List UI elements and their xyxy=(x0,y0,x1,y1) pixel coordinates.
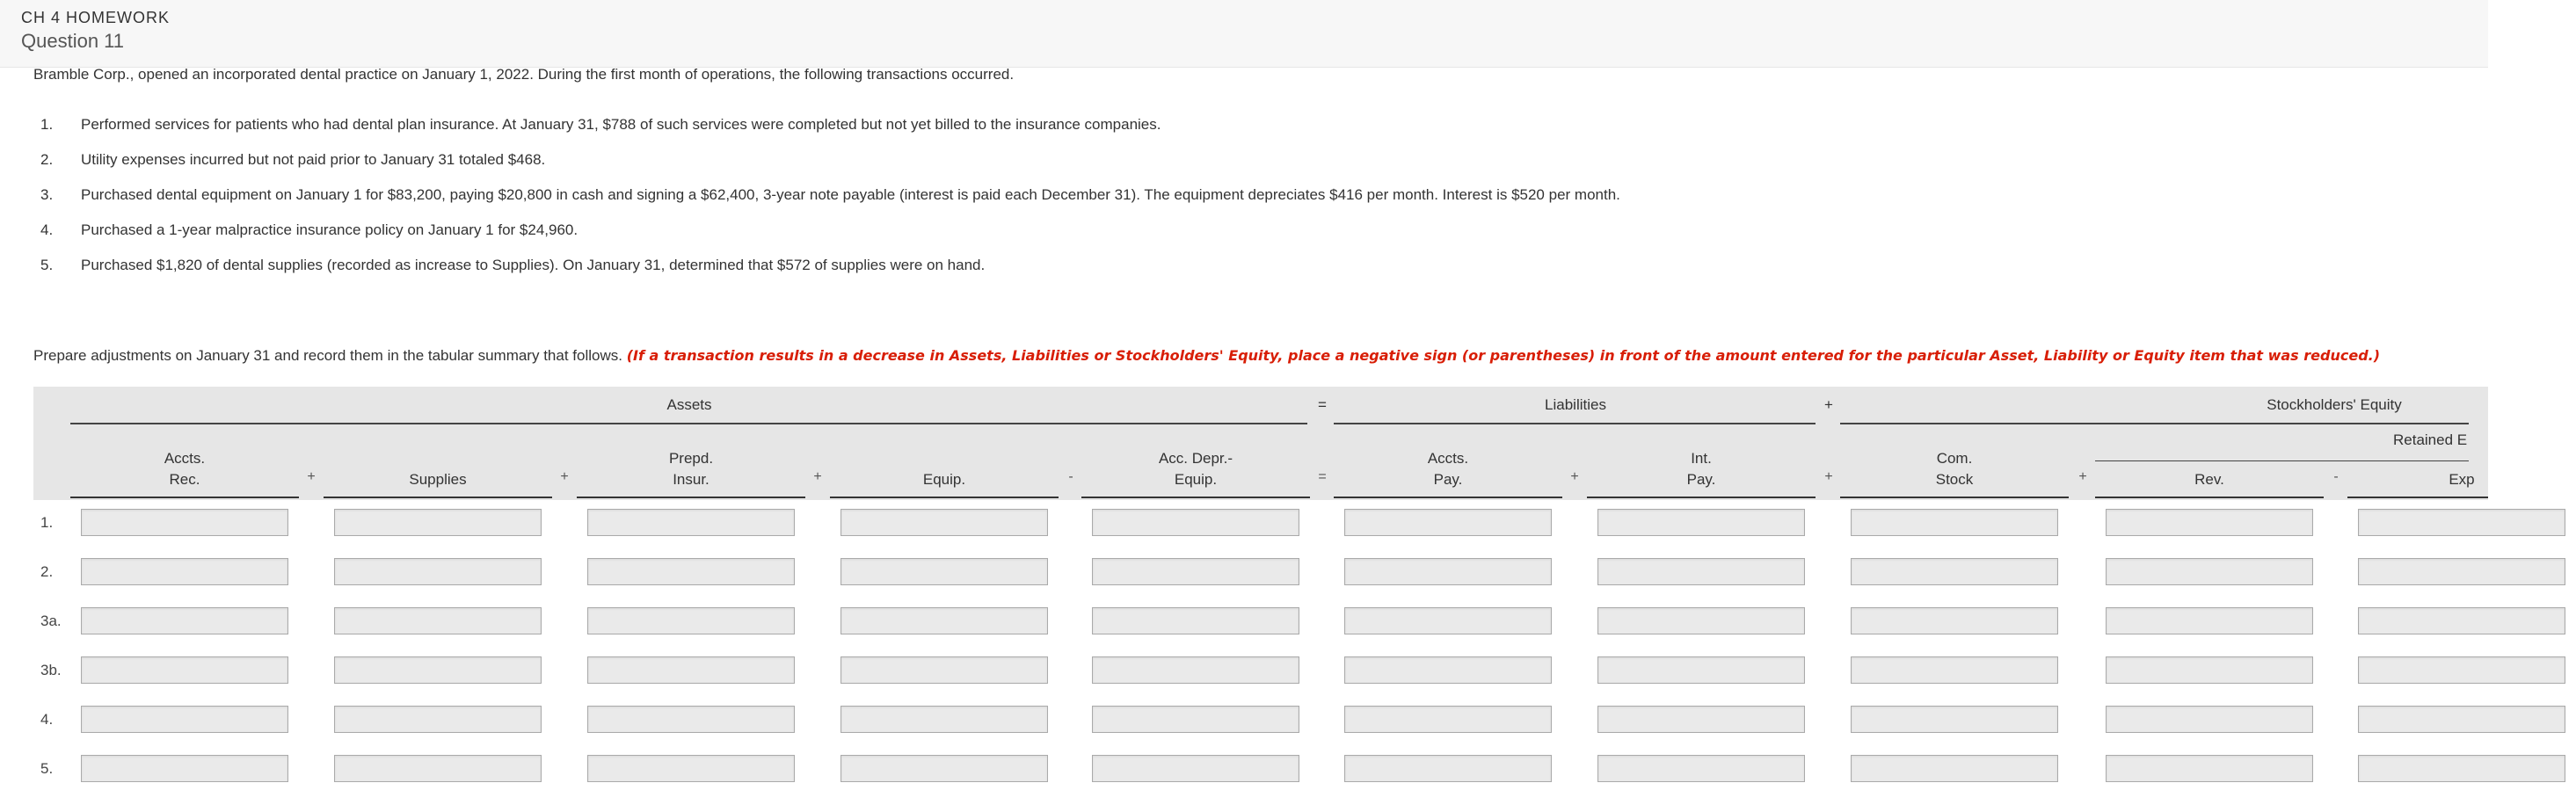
input-row3a-prepd-insur[interactable] xyxy=(587,607,795,634)
col-prepaid-insurance: Prepd. Insur. xyxy=(668,450,714,488)
question-header xyxy=(0,0,2488,68)
input-row2-acc-depr[interactable] xyxy=(1092,558,1299,585)
input-row5-com-stock[interactable] xyxy=(1851,755,2058,782)
row-label: 3b. xyxy=(40,662,62,678)
input-row2-accts-rec[interactable] xyxy=(81,558,288,585)
row-label: 3a. xyxy=(40,613,62,629)
column-underline xyxy=(70,497,299,498)
input-row5-equip[interactable] xyxy=(840,755,1048,782)
operator-plus: + xyxy=(2078,469,2087,484)
input-row3b-exp[interactable] xyxy=(2358,656,2565,684)
stockholders-equity-group-label: Stockholders' Equity xyxy=(2267,396,2402,413)
transaction-number: 5. xyxy=(40,257,54,273)
input-row1-exp[interactable] xyxy=(2358,509,2565,536)
liabilities-group-underline xyxy=(1334,423,1816,424)
course-title: CH 4 HOMEWORK xyxy=(21,9,171,26)
column-underline xyxy=(577,497,805,498)
input-row3b-equip[interactable] xyxy=(840,656,1048,684)
input-row4-equip[interactable] xyxy=(840,706,1048,733)
negative-sign-warning: (If a transaction results in a decrease in Assets, Liabilities or Stockholders' Equity, place a negative sign (or parentheses) in front of the amount entered for the particular Asset, Liability or Equity item that was reduced.) xyxy=(626,347,2381,364)
column-underline xyxy=(2347,497,2488,498)
input-row5-acc-depr[interactable] xyxy=(1092,755,1299,782)
operator-equals: = xyxy=(1318,469,1327,484)
input-row3a-acc-depr[interactable] xyxy=(1092,607,1299,634)
col-equipment: Equip. xyxy=(922,471,966,488)
input-row3a-exp[interactable] xyxy=(2358,607,2565,634)
input-row1-accts-rec[interactable] xyxy=(81,509,288,536)
input-row4-accts-pay[interactable] xyxy=(1344,706,1552,733)
input-row3b-rev[interactable] xyxy=(2106,656,2313,684)
plus-sign: + xyxy=(1824,396,1833,413)
row-label: 4. xyxy=(40,711,54,728)
retained-earnings-label: Retained E xyxy=(2393,431,2468,448)
operator-plus: + xyxy=(1824,469,1833,484)
operator-plus: + xyxy=(560,469,569,484)
transaction-number: 1. xyxy=(40,116,54,133)
transaction-number: 4. xyxy=(40,221,54,238)
transaction-number: 3. xyxy=(40,186,54,203)
column-underline xyxy=(1334,497,1562,498)
input-row4-int-pay[interactable] xyxy=(1597,706,1805,733)
assets-group-label: Assets xyxy=(666,396,712,413)
input-row4-supplies[interactable] xyxy=(334,706,542,733)
col-accounts-receivable: Accts. Rec. xyxy=(164,450,206,488)
input-row3a-accts-rec[interactable] xyxy=(81,607,288,634)
transaction-text: Purchased a 1-year malpractice insurance policy on January 1 for $24,960. xyxy=(81,221,579,238)
col-revenue: Rev. xyxy=(2194,471,2224,488)
input-row1-prepd-insur[interactable] xyxy=(587,509,795,536)
input-row1-com-stock[interactable] xyxy=(1851,509,2058,536)
input-row3a-accts-pay[interactable] xyxy=(1344,607,1552,634)
instructions xyxy=(33,347,2380,365)
input-row1-acc-depr[interactable] xyxy=(1092,509,1299,536)
input-row4-rev[interactable] xyxy=(2106,706,2313,733)
column-underline xyxy=(324,497,552,498)
operator-minus: - xyxy=(1068,469,1073,484)
equity-group-underline xyxy=(1840,423,2469,424)
problem-intro: Bramble Corp., opened an incorporated dental practice on January 1, 2022. During the first month of operations, the following transactions occurred. xyxy=(33,66,1015,83)
input-row4-prepd-insur[interactable] xyxy=(587,706,795,733)
input-row2-prepd-insur[interactable] xyxy=(587,558,795,585)
input-row1-accts-pay[interactable] xyxy=(1344,509,1552,536)
input-row1-rev[interactable] xyxy=(2106,509,2313,536)
transaction-text: Purchased dental equipment on January 1 for $83,200, paying $20,800 in cash and signing a $62,400, 3-year note payable (interest is paid each December 31). The equipment depreciates $416 per month. Interest is $520 per month. xyxy=(81,186,1620,203)
input-row3b-int-pay[interactable] xyxy=(1597,656,1805,684)
operator-plus: + xyxy=(1570,469,1579,484)
col-accounts-payable: Accts. Pay. xyxy=(1427,450,1469,488)
input-row2-com-stock[interactable] xyxy=(1851,558,2058,585)
column-underline xyxy=(2095,497,2324,498)
input-row5-supplies[interactable] xyxy=(334,755,542,782)
input-row1-int-pay[interactable] xyxy=(1597,509,1805,536)
column-underline xyxy=(1840,497,2069,498)
assets-group-underline xyxy=(70,423,1307,424)
input-row4-acc-depr[interactable] xyxy=(1092,706,1299,733)
input-row4-exp[interactable] xyxy=(2358,706,2565,733)
input-row3a-rev[interactable] xyxy=(2106,607,2313,634)
input-row3a-supplies[interactable] xyxy=(334,607,542,634)
input-row2-equip[interactable] xyxy=(840,558,1048,585)
col-accumulated-depreciation: Acc. Depr.- Equip. xyxy=(1158,450,1233,488)
operator-minus: - xyxy=(2333,469,2339,484)
input-row3b-acc-depr[interactable] xyxy=(1092,656,1299,684)
input-row3b-com-stock[interactable] xyxy=(1851,656,2058,684)
input-row3b-supplies[interactable] xyxy=(334,656,542,684)
input-row5-int-pay[interactable] xyxy=(1597,755,1805,782)
row-label: 2. xyxy=(40,563,54,580)
input-row1-equip[interactable] xyxy=(840,509,1048,536)
input-row5-accts-pay[interactable] xyxy=(1344,755,1552,782)
input-row5-rev[interactable] xyxy=(2106,755,2313,782)
input-row3b-accts-rec[interactable] xyxy=(81,656,288,684)
equals-sign: = xyxy=(1318,396,1327,413)
input-row3a-equip[interactable] xyxy=(840,607,1048,634)
transaction-text: Performed services for patients who had dental plan insurance. At January 31, $788 of such services were completed but not yet billed to the insurance companies. xyxy=(81,116,1161,133)
row-label: 1. xyxy=(40,514,54,531)
column-underline xyxy=(830,497,1059,498)
instruction-text: Prepare adjustments on January 31 and record them in the tabular summary that follows. xyxy=(33,347,622,364)
input-row3a-int-pay[interactable] xyxy=(1597,607,1805,634)
transaction-number: 2. xyxy=(40,151,54,168)
column-underline xyxy=(1587,497,1816,498)
col-interest-payable: Int. Pay. xyxy=(1686,450,1716,488)
operator-plus: + xyxy=(307,469,316,484)
input-row3b-accts-pay[interactable] xyxy=(1344,656,1552,684)
input-row4-accts-rec[interactable] xyxy=(81,706,288,733)
input-row2-accts-pay[interactable] xyxy=(1344,558,1552,585)
transaction-text: Purchased $1,820 of dental supplies (recorded as increase to Supplies). On January 31, determined that $572 of supplies were on hand. xyxy=(81,257,986,273)
operator-plus: + xyxy=(813,469,822,484)
col-common-stock: Com. Stock xyxy=(1935,450,1974,488)
input-row3a-com-stock[interactable] xyxy=(1851,607,2058,634)
column-underline xyxy=(1081,497,1310,498)
col-expenses: Exp xyxy=(2449,471,2475,488)
input-row4-com-stock[interactable] xyxy=(1851,706,2058,733)
input-row2-int-pay[interactable] xyxy=(1597,558,1805,585)
input-row2-rev[interactable] xyxy=(2106,558,2313,585)
input-row5-prepd-insur[interactable] xyxy=(587,755,795,782)
input-row2-exp[interactable] xyxy=(2358,558,2565,585)
row-label: 5. xyxy=(40,760,54,777)
input-row5-accts-rec[interactable] xyxy=(81,755,288,782)
col-supplies: Supplies xyxy=(409,471,467,488)
input-row1-supplies[interactable] xyxy=(334,509,542,536)
input-row3b-prepd-insur[interactable] xyxy=(587,656,795,684)
liabilities-group-label: Liabilities xyxy=(1545,396,1606,413)
question-number: Question 11 xyxy=(21,30,125,52)
input-row2-supplies[interactable] xyxy=(334,558,542,585)
input-row5-exp[interactable] xyxy=(2358,755,2565,782)
transaction-text: Utility expenses incurred but not paid prior to January 31 totaled $468. xyxy=(81,151,546,168)
